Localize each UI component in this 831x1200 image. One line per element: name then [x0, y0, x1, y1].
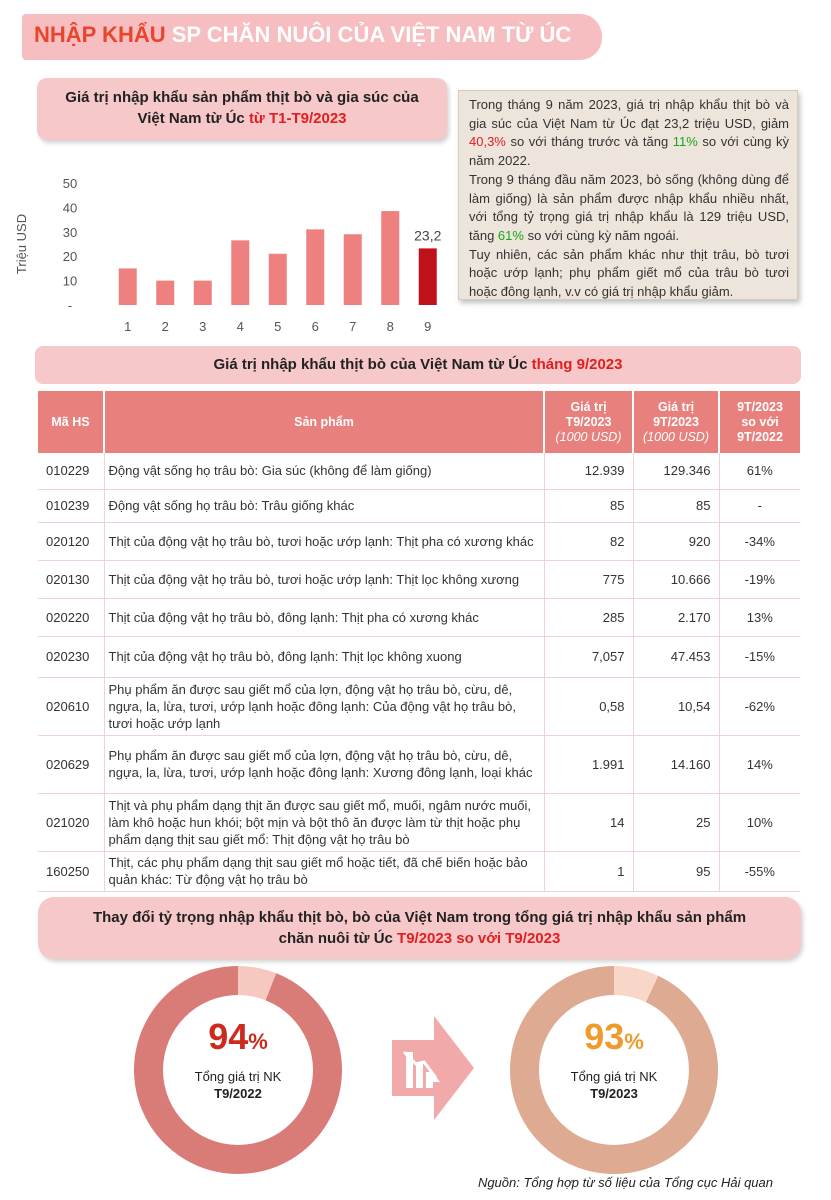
table-row: [38, 735, 800, 793]
share-title-period: T9/2023 so với T9/2023: [397, 930, 561, 947]
y-tick-label: 40: [62, 200, 78, 216]
header-t9-value: [544, 391, 633, 453]
table-row: [38, 522, 800, 560]
donut-center-2023: [539, 995, 689, 1145]
cell-t9: 14: [544, 793, 633, 851]
cell-ytd: 14.160: [633, 735, 719, 793]
cell-t9: 1: [544, 851, 633, 891]
cell-t9: 82: [544, 522, 633, 560]
bar-5: [269, 254, 287, 305]
cell-change: 10%: [719, 793, 800, 851]
cell-change: 13%: [719, 598, 800, 636]
summary-p1-text-c: so với cùng kỳ năm 2022.: [469, 134, 789, 169]
y-tick-label: 10: [62, 273, 78, 289]
x-tick-label: 5: [274, 319, 282, 334]
cell-ytd: 10,54: [633, 677, 719, 735]
summary-p2-increase: 61%: [497, 227, 524, 243]
cell-product: Động vật sống họ trâu bò: Trâu giống khác: [104, 489, 544, 522]
x-tick-label: 9: [424, 319, 432, 334]
x-tick-label: 6: [311, 319, 319, 334]
cell-t9: 12.939: [544, 453, 633, 489]
header-t9-line2: T9/2023: [565, 414, 612, 429]
donut-value-percent-2023: %: [624, 1029, 644, 1054]
cell-change: -15%: [719, 636, 800, 677]
donut-value-number-2023: 93: [584, 1016, 625, 1057]
cell-product: Thịt của động vật họ trâu bò, tươi hoặc ướp lạnh: Thịt pha có xương khác: [104, 522, 544, 560]
cell-hs: 020130: [38, 560, 104, 598]
cell-ytd: 129.346: [633, 453, 719, 489]
donut-chart-2023: [510, 966, 718, 1174]
header-t9-line1: Giá trị: [570, 399, 607, 414]
cell-t9: 0,58: [544, 677, 633, 735]
donut-value-percent-2022: %: [248, 1029, 268, 1054]
table-row: [38, 677, 800, 735]
cell-change: 61%: [719, 453, 800, 489]
table-header-row: [38, 391, 800, 453]
cell-change: 14%: [719, 735, 800, 793]
bar-2: [156, 281, 174, 305]
donut-chart-2022: [134, 966, 342, 1174]
cell-t9: 775: [544, 560, 633, 598]
header-change-line1: 9T/2023: [737, 399, 783, 414]
summary-p1-increase: 11%: [672, 134, 698, 150]
cell-ytd: 85: [633, 489, 719, 522]
cell-product: Thịt của động vật họ trâu bò, đông lạnh: Thịt lọc không xuong: [104, 636, 544, 677]
table-row: [38, 560, 800, 598]
chart-title-period: từ T1-T9/2023: [248, 110, 347, 127]
donut-label-2022: Tổng giá trị NK: [194, 1069, 282, 1084]
bar-4: [231, 240, 249, 305]
summary-paragraph-2: [469, 171, 789, 246]
cell-ytd: 95: [633, 851, 719, 891]
cell-product: Thịt của động vật họ trâu bò, đông lạnh: Thịt pha có xương khác: [104, 598, 544, 636]
cell-hs: 021020: [38, 793, 104, 851]
cell-product: Phụ phẩm ăn được sau giết mổ của lợn, động vật họ trâu bò, cừu, dê, ngựa, la, lừa, tươi, ướp lạnh hoặc đông lạnh: Xương đông lạnh, loại khác: [104, 735, 544, 793]
header-change-line3: 9T/2022: [737, 429, 783, 444]
cell-hs: 160250: [38, 851, 104, 891]
cell-hs: 010239: [38, 489, 104, 522]
import-table: [38, 391, 800, 892]
x-tick-label: 2: [161, 319, 169, 334]
cell-change: -55%: [719, 851, 800, 891]
share-title-line2: [38, 928, 801, 949]
cell-change: -62%: [719, 677, 800, 735]
header-9t-line2: 9T/2023: [653, 414, 699, 429]
table-row: [38, 851, 800, 891]
cell-change: -: [719, 489, 800, 522]
donut-period-2022: T9/2022: [214, 1086, 262, 1101]
x-tick-label: 1: [124, 319, 132, 334]
cell-product: Thịt, các phụ phẩm dạng thịt sau giết mổ hoặc tiết, đã chế biến hoặc bảo quản khác: Từ động vật họ trâu bò: [104, 851, 544, 891]
summary-p1-text-a: Trong tháng 9 năm 2023, giá trị nhập khẩu thịt bò và gia súc của Việt Nam từ Úc đạt 23,2 triệu USD, giảm: [469, 97, 789, 131]
cell-t9: 7,057: [544, 636, 633, 677]
source-note: Nguồn: Tổng hợp từ số liệu của Tổng cục Hải quan: [477, 1175, 773, 1190]
page-title: [34, 22, 571, 48]
summary-text-box: [458, 90, 798, 300]
title-banner: [22, 14, 602, 60]
cell-ytd: 2.170: [633, 598, 719, 636]
table-row: [38, 636, 800, 677]
cell-ytd: 10.666: [633, 560, 719, 598]
cell-hs: 020220: [38, 598, 104, 636]
table-title-box: [35, 346, 801, 384]
chart-title-box: [37, 78, 447, 140]
cell-product: Phụ phẩm ăn được sau giết mổ của lợn, động vật họ trâu bò, cừu, dê, ngựa, la, lừa, tươi, ướp lạnh hoặc đông lạnh: Của động vật họ trâu bò, tươi hoặc ướp lạnh: [104, 677, 544, 735]
x-tick-label: 3: [199, 319, 207, 334]
donut-label-2023: Tổng giá trị NK: [570, 1069, 658, 1084]
bar-6: [306, 229, 324, 305]
share-title-main: chăn nuôi từ Úc: [278, 930, 398, 947]
summary-p1-text-b: so với tháng trước và tăng: [505, 134, 673, 150]
y-tick-label: -: [67, 298, 73, 313]
cell-hs: 020230: [38, 636, 104, 677]
bar-7: [344, 234, 362, 305]
summary-p2-text-a: Trong 9 tháng đầu năm 2023, bò sống (không dùng để làm giống) là sản phẩm được nhập khẩu nhiều nhất, với tổng tỷ trọng giá trị nhập khẩu là 129 triệu USD, tăng: [469, 171, 789, 243]
bar-data-label: 23,2: [414, 227, 442, 244]
cell-t9: 285: [544, 598, 633, 636]
header-t9-unit: (1000 USD): [555, 429, 622, 444]
cell-hs: 010229: [38, 453, 104, 489]
header-9t-line1: Giá trị: [657, 399, 695, 414]
cell-ytd: 25: [633, 793, 719, 851]
cell-product: Thịt và phụ phẩm dạng thịt ăn được sau giết mổ, muối, ngâm nước muối, làm khô hoặc hun khói; bột mịn và bột thô ăn được làm từ thịt hoặc phụ phẩm dạng thịt sau giết mổ: Thịt động vật họ trâu bò: [104, 793, 544, 851]
y-axis-title: Triệu USD: [14, 213, 29, 275]
bar-3: [194, 281, 212, 305]
header-hs: Mã HS: [38, 391, 104, 453]
bar-1: [119, 268, 137, 305]
y-tick-label: 50: [62, 176, 78, 191]
cell-t9: 1.991: [544, 735, 633, 793]
donut-value-2023: [539, 1017, 689, 1062]
bar-8: [381, 211, 399, 305]
monthly-import-bar-chart: [8, 165, 448, 345]
cell-hs: 020120: [38, 522, 104, 560]
x-tick-label: 4: [236, 319, 244, 334]
donut-center-2022: [163, 995, 313, 1145]
cell-ytd: 920: [633, 522, 719, 560]
y-tick-label: 30: [62, 224, 78, 240]
donut-period-2023: T9/2023: [590, 1086, 638, 1101]
cell-change: -19%: [719, 560, 800, 598]
chart-title-line2: [37, 108, 447, 129]
cell-product: Thịt của động vật họ trâu bò, tươi hoặc ướp lạnh: Thịt lọc không xương: [104, 560, 544, 598]
share-title-line1: Thay đổi tỷ trọng nhập khẩu thịt bò, bò của Việt Nam trong tổng giá trị nhập khẩu sản phẩm: [92, 909, 747, 926]
table-row: [38, 793, 800, 851]
x-tick-label: 8: [386, 319, 394, 334]
summary-paragraph-1: [469, 96, 789, 171]
cell-hs: 020629: [38, 735, 104, 793]
header-change: [719, 391, 800, 453]
cell-change: -34%: [719, 522, 800, 560]
summary-p1-decrease: 40,3%: [469, 134, 506, 150]
table-title-main: Giá trị nhập khẩu thịt bò của Việt Nam từ Úc: [213, 356, 532, 373]
summary-paragraph-3: Tuy nhiên, các sản phẩm khác như thịt trâu, bò tươi hoặc ướp lạnh; phụ phẩm giết mổ của trâu bò tươi hoặc đông lạnh, v.v có giá trị nhập khẩu giảm.: [469, 246, 789, 300]
cell-t9: 85: [544, 489, 633, 522]
header-9t-value: [633, 391, 719, 453]
donut-value-number-2022: 94: [208, 1016, 249, 1057]
bar-9: [419, 248, 437, 305]
table-row: [38, 489, 800, 522]
chart-title-main: Việt Nam từ Úc: [137, 110, 249, 127]
cell-hs: 020610: [38, 677, 104, 735]
y-tick-label: 20: [62, 249, 78, 265]
page-title-highlight: NHẬP KHẨU: [34, 22, 166, 47]
declining-chart-arrow-icon: [392, 1016, 474, 1120]
table-row: [38, 598, 800, 636]
page-title-rest: SP CHĂN NUÔI CỦA VIỆT NAM TỪ ÚC: [165, 22, 572, 47]
table-row: [38, 453, 800, 489]
x-tick-label: 7: [349, 319, 357, 334]
cell-ytd: 47.453: [633, 636, 719, 677]
share-title-box: [38, 897, 801, 959]
cell-product: Động vật sống họ trâu bò: Gia súc (không để làm giống): [104, 453, 544, 489]
header-9t-unit: (1000 USD): [643, 429, 709, 444]
header-product: Sản phẩm: [104, 391, 544, 453]
chart-title-line1: Giá trị nhập khẩu sản phẩm thịt bò và gia súc của: [65, 89, 419, 106]
header-change-line2: so với: [741, 414, 779, 429]
donut-value-2022: [163, 1017, 313, 1062]
table-title-period: tháng 9/2023: [531, 356, 623, 373]
summary-p2-text-b: so với cùng kỳ năm ngoái.: [523, 227, 680, 243]
